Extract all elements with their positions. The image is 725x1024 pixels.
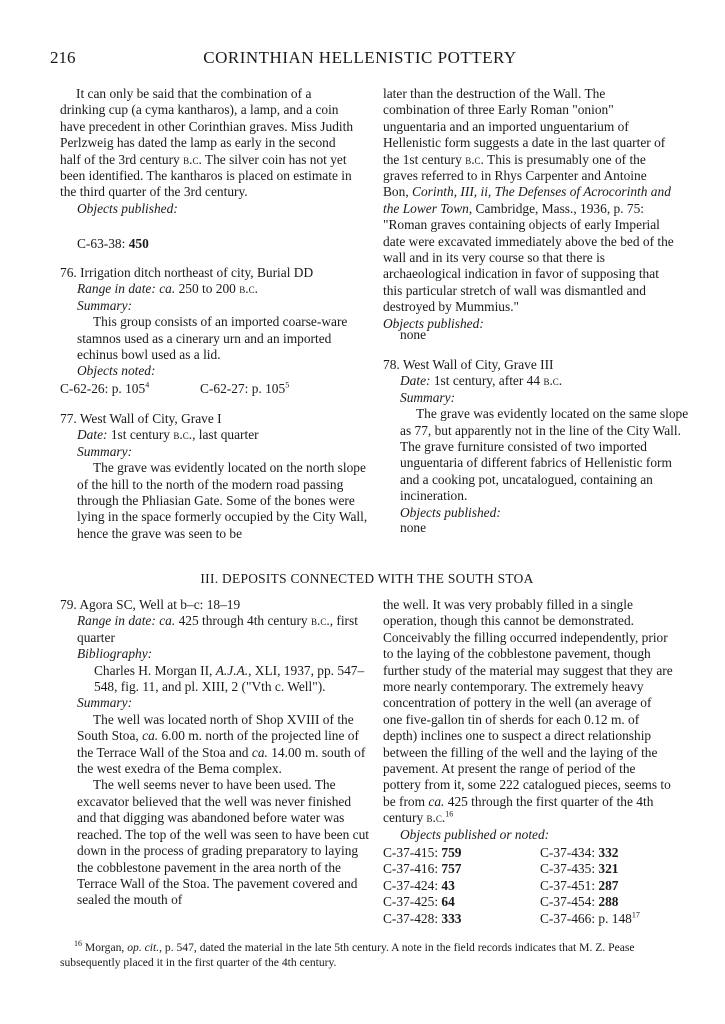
object-number: 43 — [441, 877, 455, 893]
objects-table — [383, 845, 674, 927]
label: Range in date: — [77, 281, 156, 297]
text: Cambridge, Mass., 1936, p. 75: "Roman graves containing objects of early Imperial date were excavated immediately above the bed of the wall and in its very course so that there is archaeological indication in favor of supposing that this particular stretch of wall was dismantled and destroyed by Mummius." — [383, 200, 674, 315]
object-id: C-37-454: — [540, 894, 596, 910]
entry-77 — [60, 411, 373, 542]
object-item — [200, 381, 340, 397]
text: The well was located north of Shop XVIII of the South Stoa, — [77, 711, 354, 744]
page-number: 216 — [50, 48, 76, 67]
object-id: C-63-38: — [77, 236, 126, 251]
bibliography-label: Bibliography: — [77, 646, 153, 662]
none-text: none — [400, 327, 427, 342]
summary-text: The well seems never to have been used. The excavator believed that the well was never finished and that digging was abandoned before water was reached. The top of the well was seen to have been cut down in the process of grading preparatory to laying the cobblestone pavement in the area north of the Terrace Wall of the Stoa. The pavement covered and sealed the mouth of — [77, 777, 369, 908]
objects-published-label: Objects published: — [383, 315, 484, 331]
era-marker: b.c. — [310, 613, 330, 629]
text: The silver coin has not yet been identified. The kantharos is placed on estimate in the third quarter of the 3rd century. — [60, 151, 352, 200]
object-number: 757 — [441, 861, 462, 877]
entry-75-continuation — [60, 86, 356, 217]
op-cit: op. cit. — [127, 941, 160, 954]
range-line — [77, 281, 373, 297]
object-number: 288 — [598, 894, 619, 910]
object-id: C-37-425: — [383, 894, 439, 910]
text: Morgan, — [84, 941, 125, 954]
object-item — [383, 861, 540, 877]
circa: ca. — [159, 281, 176, 297]
object-item — [540, 894, 670, 910]
object-id: C-62-26: p. 105 — [60, 381, 146, 396]
paragraph — [60, 86, 356, 201]
era-marker: b.c. — [183, 151, 202, 167]
text: 425 through the first quarter of the 4th century — [383, 793, 654, 826]
entry-78 — [383, 357, 691, 521]
object-item — [540, 845, 670, 861]
object-item — [383, 878, 540, 894]
footnote-number: 16 — [74, 939, 82, 949]
object-item — [383, 894, 540, 910]
bibliography-text — [77, 663, 373, 696]
date: 1st century, after 44 — [433, 373, 541, 389]
entry-title: 78. West Wall of City, Grave III — [383, 357, 554, 372]
object-number: 333 — [441, 910, 462, 926]
object-item — [383, 911, 540, 927]
summary-label: Summary: — [77, 297, 133, 313]
era-marker: b.c. — [465, 151, 484, 167]
text: , XLI, 1937, pp. 547–548, fig. 11, and pl. XIII, 2 ("Vth c. Well"). — [94, 662, 365, 695]
range: 250 to 200 — [178, 281, 236, 297]
text: , p. 547, dated the material in the late 5th century. A note in the field records indicates that M. Z. Pease subsequently placed it in the first quarter of the 4th century. — [60, 941, 635, 969]
entry-79-continuation — [383, 597, 674, 843]
object-id: C-37-451: — [540, 877, 596, 893]
objects-list — [383, 327, 674, 343]
footnote-ref: 5 — [285, 380, 290, 390]
object-id: C-37-435: — [540, 861, 596, 877]
summary-label: Summary: — [400, 389, 456, 405]
object-id: C-37-415: — [383, 845, 439, 860]
objects-list — [60, 236, 356, 252]
date: , last quarter — [192, 427, 259, 443]
object-id: C-62-27: p. 105 — [200, 381, 286, 396]
none-text: none — [400, 520, 427, 535]
objects-noted-label: Objects published or noted: — [400, 826, 550, 842]
date: 1st century — [110, 427, 170, 443]
object-id: C-37-416: — [383, 861, 439, 877]
object-number: 450 — [128, 236, 149, 251]
running-title: CORINTHIAN HELLENISTIC POTTERY — [203, 48, 517, 67]
object-item — [383, 845, 540, 861]
footnote-ref: 17 — [631, 910, 640, 920]
circa: ca. — [142, 728, 159, 744]
era-marker: b.c. — [239, 281, 258, 297]
summary-text: The grave was evidently located on the same slope as 77, but apparently not in the line of the City Wall. The grave furniture consisted of two imported unguentaria of different fabrics of Hellenistic form and a cooking pot, uncatalogued, containing an incineration. — [400, 406, 689, 504]
entry-77-continuation — [383, 86, 674, 332]
object-id: C-37-466: p. 148 — [540, 910, 632, 926]
era-marker: b.c. — [543, 373, 563, 389]
reference-title: Corinth, III, ii, The Defenses of Acrocorinth and the Lower Town, — [383, 184, 671, 216]
page-header — [50, 48, 670, 70]
objects-published-label: Objects published: — [77, 200, 178, 216]
footnote-ref: 16 — [445, 809, 454, 819]
circa: ca. — [428, 793, 445, 809]
footnote — [60, 940, 676, 970]
summary-text — [77, 712, 373, 778]
entry-title: 77. West Wall of City, Grave I — [60, 411, 222, 426]
object-number: 64 — [441, 894, 455, 910]
text: This is presumably one of the graves referred to in Rhys Carpenter and Antoine Bon, — [383, 151, 647, 200]
objects-published-label: Objects published: — [400, 504, 501, 520]
era-marker: b.c. — [173, 427, 193, 443]
footnote-ref: 4 — [145, 380, 150, 390]
objects-noted-label: Objects noted: — [77, 363, 156, 379]
entry-79 — [60, 597, 373, 909]
label: Date: — [400, 373, 431, 389]
circa: ca. — [251, 744, 268, 760]
paragraph — [383, 86, 674, 316]
object-item — [60, 381, 200, 397]
label: Range in date: — [77, 613, 156, 629]
object-number: 332 — [598, 845, 619, 860]
entry-title: 79. Agora SC, Well at b–c: 18–19 — [60, 597, 241, 612]
objects-noted-list — [60, 381, 356, 397]
summary-text: The grave was evidently located on the north slope of the hill to the north of the modern road passing through the Phliasian Gate. Some of the bones were lying in the space formerly occupied by the City Wall, hence the grave was seen to be — [77, 460, 368, 541]
text: the well. It was very probably filled in a single operation, though this cannot be demonstrated. Conceivably the filling occurred independently, prior to the laying of the cobblestone pavement, though further study of the material may suggest that they are more nearly contemporary. The extremely heavy concentration of pottery in the well (an average of one five-gallon tin of sherds for each 0.12 m. of depth) inclines one to suspect a direct relationship between the filling of the well and the laying of the pavement. At present the range of period of the pottery from it, some 222 catalogued pieces, seems to be from — [383, 597, 673, 809]
summary-label: Summary: — [77, 443, 133, 459]
entry-76 — [60, 265, 373, 380]
range: , first quarter — [77, 613, 358, 645]
date-line — [400, 373, 691, 389]
paragraph — [383, 597, 674, 827]
footnote-text — [60, 940, 676, 970]
object-id: C-37-428: — [383, 910, 439, 926]
objects-list — [383, 520, 674, 536]
circa: ca. — [159, 613, 176, 629]
summary-text: This group consists of an imported coarse-ware stamnos used as a cinerary urn and an imported echinus bowl used as a lid. — [77, 314, 348, 363]
text: 14.00 m. south of the west exedra of the Bema complex. — [77, 744, 366, 777]
text: 6.00 m. north of the projected line of the Terrace Wall of the Stoa and — [77, 728, 359, 760]
object-id: C-37-434: — [540, 845, 596, 860]
summary-label: Summary: — [77, 695, 133, 711]
text: later than the destruction of the Wall. The combination of three Early Roman "onion" unguentaria and an imported unguentarium of Hellenistic form suggests a date in the last quarter of the 1st century — [383, 86, 666, 167]
era-marker: b.c. — [426, 810, 446, 826]
object-number: 321 — [598, 861, 619, 877]
label: Date: — [77, 427, 108, 443]
object-item — [540, 911, 670, 927]
text: It can only be said that the combination of a drinking cup (a cyma kantharos), a lamp, and a coin have precedent in other Corinthian graves. Miss Judith Perlzweig has dated the lamp as early in the second half of the 3rd century — [60, 86, 354, 167]
object-number: 759 — [441, 845, 462, 860]
text: Charles H. Morgan II, — [94, 662, 213, 678]
object-item — [540, 878, 670, 894]
section-heading: III. DEPOSITS CONNECTED WITH THE SOUTH STOA — [200, 571, 534, 586]
object-id: C-37-424: — [383, 877, 439, 893]
journal: A.J.A. — [215, 662, 249, 678]
object-item — [60, 236, 356, 252]
object-item — [540, 861, 670, 877]
range-line — [77, 613, 373, 646]
range: 425 through 4th century — [178, 613, 308, 629]
entry-title: 76. Irrigation ditch northeast of city, Burial DD — [60, 265, 314, 280]
date-line — [77, 427, 373, 443]
object-number: 287 — [598, 877, 619, 893]
